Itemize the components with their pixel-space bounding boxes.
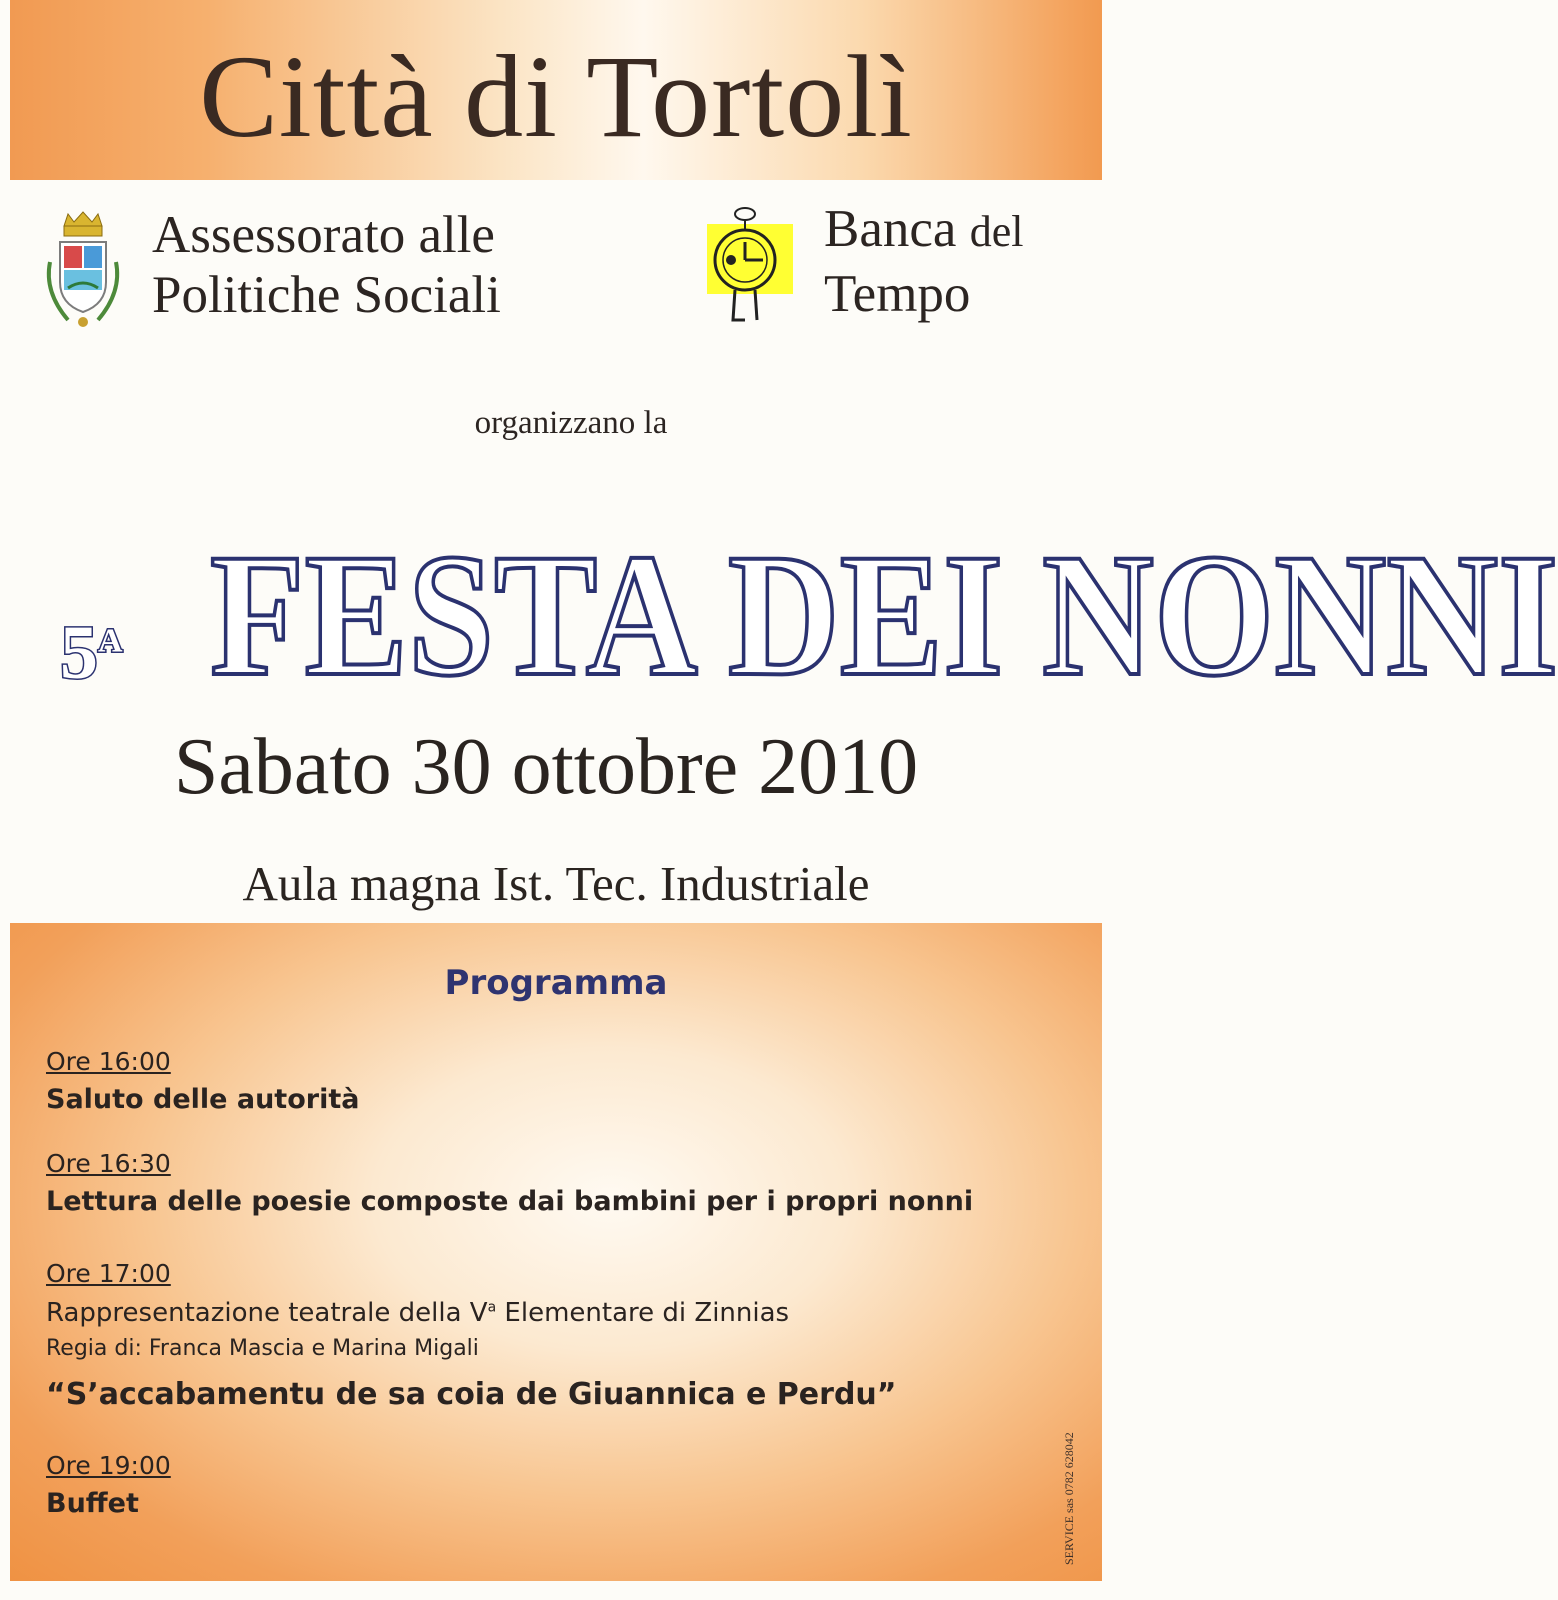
- program-activity: Lettura delle poesie composte dai bambini per i propri nonni: [46, 1186, 974, 1217]
- intro-text: organizzano la: [474, 405, 668, 441]
- event-date: Sabato 30 ottobre 2010: [173, 723, 919, 811]
- printer-credit: SERVICE sas 0782 628042: [1062, 1432, 1076, 1565]
- program-play-title: “S’accabamentu de sa coia de Giuannica e Perdu”: [46, 1377, 897, 1412]
- program-item: [46, 1047, 359, 1115]
- program-time: Ore 16:30: [46, 1149, 171, 1178]
- event-venue: Aula magna Ist. Tec. Industriale: [242, 856, 870, 911]
- program-time: Ore 19:00: [46, 1451, 171, 1480]
- banca-del-tempo-label: [824, 198, 1023, 325]
- program-time: Ore 17:00: [46, 1259, 171, 1288]
- program-activity: Saluto delle autorità: [46, 1084, 360, 1115]
- program-activity: [46, 1298, 897, 1328]
- program-title: Programma: [444, 963, 668, 1003]
- program-activity: Buffet: [46, 1488, 139, 1519]
- program-time: Ore 16:00: [46, 1047, 171, 1076]
- assessorato-line1: Assessorato alle: [152, 206, 495, 264]
- program-regia: Regia di: Franca Mascia e Marina Migali: [46, 1336, 479, 1361]
- program-item: [46, 1451, 171, 1519]
- tempo-word: Tempo: [824, 265, 971, 323]
- edition-digit: 5: [60, 611, 98, 695]
- edition-number: [60, 610, 123, 697]
- assessorato-label: [152, 205, 501, 325]
- activity-text-end: Elementare di Zinnias: [496, 1298, 790, 1328]
- event-name: FESTA DEI NONNI: [210, 518, 1558, 713]
- page-title: Città di Tortolì: [199, 31, 913, 162]
- banca-word: Banca: [824, 200, 957, 258]
- activity-superscript: a: [487, 1299, 497, 1316]
- event-title: [60, 518, 1558, 720]
- program-item: [46, 1259, 897, 1412]
- program-panel: [10, 923, 1102, 1581]
- del-word: del: [969, 207, 1024, 256]
- edition-superscript: A: [98, 622, 123, 660]
- activity-text: Rappresentazione teatrale della V: [46, 1298, 488, 1328]
- municipal-crest-icon: [38, 212, 128, 332]
- program-item: [46, 1149, 973, 1217]
- clock-mascot-icon: [705, 202, 795, 332]
- assessorato-line2: Politiche Sociali: [152, 266, 501, 324]
